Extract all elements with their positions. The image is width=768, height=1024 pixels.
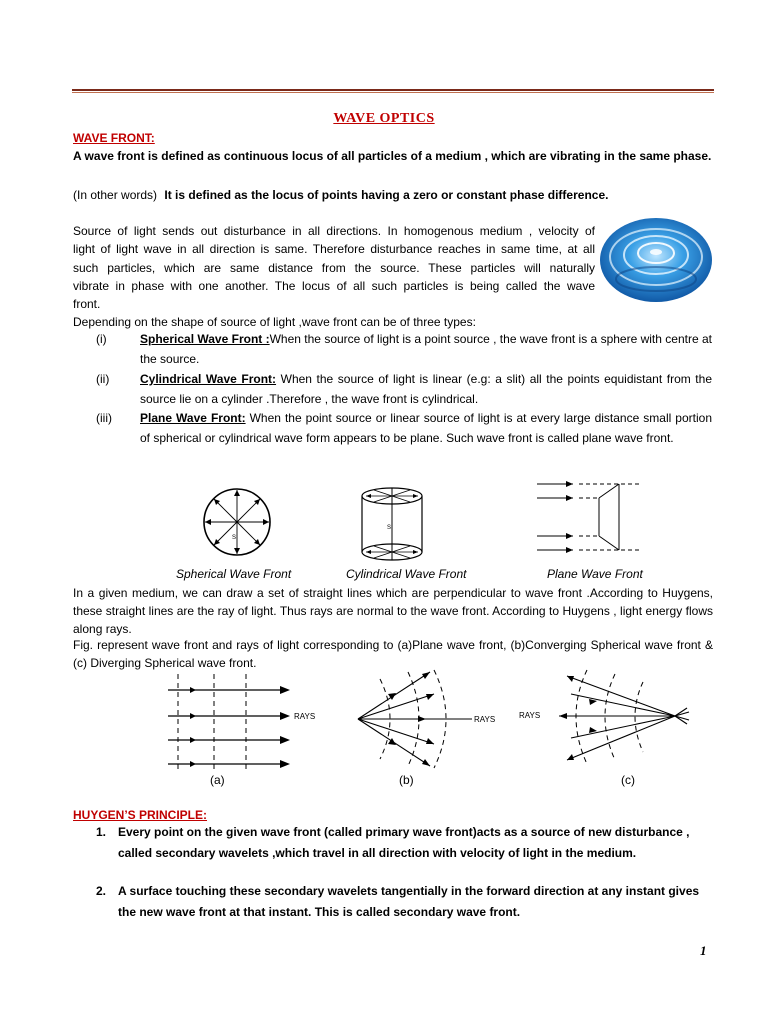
list-number: (iii): [96, 411, 112, 425]
para1-line2: light of light wave in all direction is same. Therefore disturbance reaches in same time, at all: [73, 242, 595, 256]
list-text: [140, 369, 712, 409]
list-item: [96, 408, 712, 468]
list-item: [96, 822, 712, 866]
cylindrical-wave-front-figure: [352, 484, 432, 564]
type-name: Plane Wave Front:: [140, 411, 246, 425]
spherical-wave-front-figure: [200, 482, 276, 562]
huygens-heading: HUYGEN’S PRINCIPLE:: [73, 808, 208, 822]
list-text: A surface touching these secondary wavelets tangentially in the forward direction at any instant gives the new wave front at that instant. This is called secondary wave front.: [118, 884, 700, 919]
list-text: [140, 329, 712, 369]
list-text: [140, 408, 712, 448]
type-name: Spherical Wave Front :: [140, 332, 270, 346]
figure-b-converging-rays: [350, 664, 510, 774]
page-title: WAVE OPTICS: [333, 111, 435, 126]
list-number: 1.: [96, 825, 107, 839]
list-item: [96, 329, 712, 369]
figure-paragraph: Fig. represent wave front and rays of light corresponding to (a)Plane wave front, (b)Converging Spherical wave front & (c) Diverging Spherical wave front.: [73, 638, 713, 670]
other-words-text: It is defined as the locus of points having a zero or constant phase difference.: [164, 188, 609, 202]
top-rule: [72, 89, 714, 91]
water-ripple-image: [600, 217, 713, 303]
plane-wave-front-figure: [535, 478, 645, 558]
page-number: 1: [700, 943, 707, 958]
source-label: S: [232, 535, 237, 541]
caption-spherical: Spherical Wave Front: [176, 567, 292, 581]
para1-line1: Source of light sends out disturbance in all directions. In homogenous medium , velocity of: [73, 224, 595, 238]
wave-front-heading: WAVE FRONT:: [73, 131, 155, 145]
caption-plane: Plane Wave Front: [547, 567, 643, 581]
para1-line4: vibrate in phase with one another. The locus of all such particles is being called the wave: [73, 279, 595, 293]
type-desc: When the source of light is linear (e.g: a slit) all the points equidistant from the source lie on a cylinder .Therefore , the wave front is cylindrical.: [140, 372, 712, 406]
caption-cylindrical: Cylindrical Wave Front: [346, 567, 467, 581]
list-number: (ii): [96, 372, 110, 386]
source-label: S: [387, 525, 392, 531]
list-number: (i): [96, 332, 107, 346]
list-text: Every point on the given wave front (called primary wave front)acts as a source of new disturbance , called secondary wavelets ,which travel in all direction with velocity of light in the medium.: [118, 825, 690, 860]
para1-line5: front.: [73, 297, 101, 311]
other-words-prefix: (In other words): [73, 188, 158, 202]
para1-line3: such particles, which are same distance from the source. These particles will naturally: [73, 261, 595, 275]
list-number: 2.: [96, 884, 107, 898]
list-item: [96, 881, 712, 925]
figure-c-diverging-rays: [515, 664, 695, 774]
wave-front-definition: A wave front is defined as continuous locus of all particles of a medium , which are vibrating in the same phase.: [73, 149, 712, 163]
top-rule-thin: [72, 92, 714, 93]
figure-label-b: (b): [399, 773, 414, 787]
types-intro: Depending on the shape of source of light ,wave front can be of three types:: [73, 315, 476, 329]
rays-label: RAYS: [519, 711, 541, 720]
figure-a-plane-rays: [166, 672, 342, 772]
rays-label: RAYS: [294, 712, 316, 721]
type-desc: When the point source or linear source of light is at every large distance small portion of spherical or cylindrical wave form appears to be plane. Such wave front is called plane wave front.: [140, 411, 712, 445]
other-words-line: [73, 186, 713, 204]
rays-label: RAYS: [474, 715, 496, 724]
type-name: Cylindrical Wave Front:: [140, 372, 277, 386]
figure-label-c: (c): [621, 773, 635, 787]
rays-paragraph: In a given medium, we can draw a set of straight lines which are perpendicular to wave front .According to Huygens, these straight lines are the ray of light. Thus rays are normal to the wave front. According to Huygens , light energy flows along rays.: [73, 586, 713, 636]
figure-label-a: (a): [210, 773, 225, 787]
type-desc: When the source of light is a point source , the wave front is a sphere with centre at the source.: [140, 332, 712, 366]
list-item: [96, 369, 712, 409]
